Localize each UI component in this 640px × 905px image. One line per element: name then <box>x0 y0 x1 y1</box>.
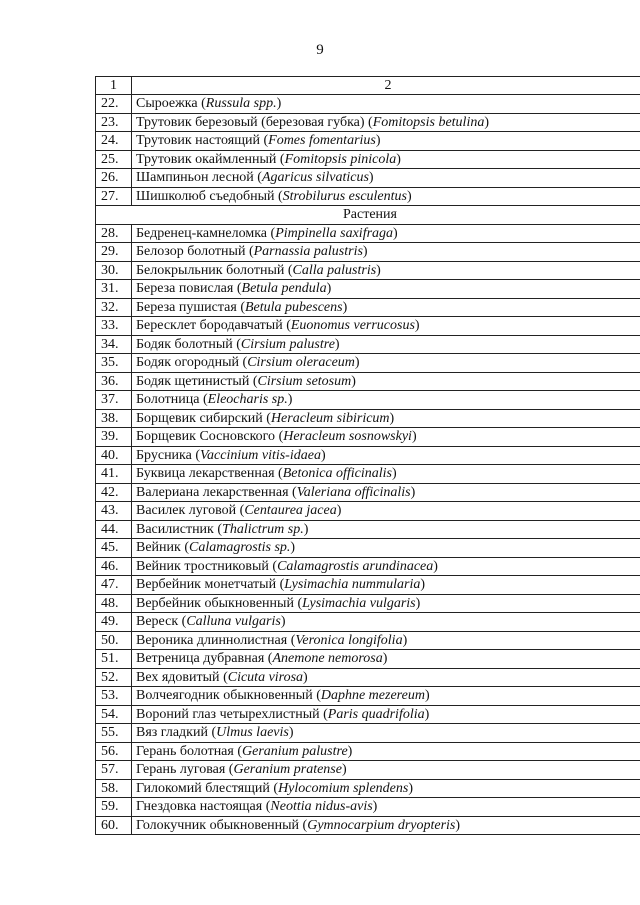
species-name-cell: Вероника длиннолистная (Veronica longifolia) <box>132 631 640 650</box>
table-row <box>96 95 640 114</box>
species-name-cell: Бедренец-камнеломка (Pimpinella saxifraga) <box>132 224 640 243</box>
latin-name: Betula pubescens <box>244 299 343 315</box>
row-number: 31. <box>96 280 132 299</box>
row-number: 33. <box>96 317 132 336</box>
latin-name: Calamagrostis sp. <box>189 540 291 556</box>
common-name: Голокучник обыкновенный <box>136 817 300 833</box>
common-name: Береза повислая <box>136 281 234 297</box>
species-name-cell: Василистник (Thalictrum sp.) <box>132 520 640 539</box>
common-name: Ветреница дубравная <box>136 651 265 667</box>
row-number: 60. <box>96 816 132 835</box>
latin-name: Calluna vulgaris <box>186 614 281 630</box>
species-name-cell: Шампиньон лесной (Agaricus silvaticus) <box>132 169 640 188</box>
common-name: Бодяк болотный <box>136 336 233 352</box>
row-number: 30. <box>96 261 132 280</box>
latin-name: Cirsium palustre <box>240 336 335 352</box>
common-name: Волчеягодник обыкновенный <box>136 688 313 704</box>
species-name-cell: Брусника (Vaccinium vitis-idaea) <box>132 446 640 465</box>
species-name-cell: Голокучник обыкновенный (Gymnocarpium dryopteris) <box>132 816 640 835</box>
common-name: Вороний глаз четырехлистный <box>136 706 320 722</box>
table-row <box>96 335 640 354</box>
table-row <box>96 261 640 280</box>
table-row <box>96 298 640 317</box>
latin-name: Strobilurus esculentus <box>282 188 407 204</box>
table-row <box>96 169 640 188</box>
species-name-cell: Гилокомий блестящий (Hylocomium splendens) <box>132 779 640 798</box>
table-row <box>96 132 640 151</box>
row-number: 39. <box>96 428 132 447</box>
latin-name: Veronica longifolia <box>295 632 403 648</box>
section-row <box>96 206 640 225</box>
row-number: 51. <box>96 650 132 669</box>
species-name-cell: Волчеягодник обыкновенный (Daphne mezereum) <box>132 687 640 706</box>
species-name-cell: Береза повислая (Betula pendula) <box>132 280 640 299</box>
row-number: 34. <box>96 335 132 354</box>
row-number: 27. <box>96 187 132 206</box>
species-name-cell: Вейник (Calamagrostis sp.) <box>132 539 640 558</box>
species-name-cell: Гнездовка настоящая (Neottia nidus-avis) <box>132 798 640 817</box>
species-name-cell: Валериана лекарственная (Valeriana officinalis) <box>132 483 640 502</box>
species-name-cell: Бодяк огородный (Cirsium oleraceum) <box>132 354 640 373</box>
row-number: 52. <box>96 668 132 687</box>
species-name-cell: Трутовик настоящий (Fomes fomentarius) <box>132 132 640 151</box>
table-row <box>96 483 640 502</box>
latin-name: Lysimachia nummularia <box>284 577 421 593</box>
common-name: Трутовик настоящий <box>136 133 260 149</box>
row-number: 56. <box>96 742 132 761</box>
table-row <box>96 187 640 206</box>
table-row <box>96 576 640 595</box>
table-row <box>96 465 640 484</box>
row-number: 45. <box>96 539 132 558</box>
row-number: 53. <box>96 687 132 706</box>
table-header-row <box>96 77 640 95</box>
table-row <box>96 280 640 299</box>
common-name: Трутовик березовый (березовая губка) <box>136 114 365 130</box>
latin-name: Fomitopsis betulina <box>372 114 485 130</box>
species-name-cell: Бодяк болотный (Cirsium palustre) <box>132 335 640 354</box>
latin-name: Heracleum sosnowskyi <box>283 429 412 445</box>
common-name: Болотница <box>136 392 200 408</box>
row-number: 57. <box>96 761 132 780</box>
row-number: 37. <box>96 391 132 410</box>
table-row <box>96 113 640 132</box>
table-row <box>96 594 640 613</box>
table-row <box>96 668 640 687</box>
latin-name: Ulmus laevis <box>216 725 289 741</box>
table-row <box>96 557 640 576</box>
row-number: 54. <box>96 705 132 724</box>
common-name: Вереск <box>136 614 179 630</box>
common-name: Валериана лекарственная <box>136 484 289 500</box>
latin-name: Anemone nemorosa <box>272 651 383 667</box>
table-row <box>96 372 640 391</box>
species-name-cell: Борщевик Сосновского (Heracleum sosnowskyi) <box>132 428 640 447</box>
species-name-cell: Бодяк щетинистый (Cirsium setosum) <box>132 372 640 391</box>
latin-name: Heracleum sibiricum <box>270 410 390 426</box>
latin-name: Fomitopsis pinicola <box>284 151 397 167</box>
common-name: Береза пушистая <box>136 299 237 315</box>
table-row <box>96 354 640 373</box>
common-name: Василистник <box>136 521 214 537</box>
species-name-cell: Бересклет бородавчатый (Euonomus verrucosus) <box>132 317 640 336</box>
common-name: Василек луговой <box>136 503 237 519</box>
row-number: 38. <box>96 409 132 428</box>
latin-name: Hylocomium splendens <box>278 780 409 796</box>
common-name: Вейник тростниковый <box>136 558 269 574</box>
row-number: 35. <box>96 354 132 373</box>
latin-name: Gymnocarpium dryopteris <box>307 817 456 833</box>
latin-name: Fomes fomentarius <box>268 133 376 149</box>
latin-name: Cicuta virosa <box>227 669 304 685</box>
common-name: Вероника длиннолистная <box>136 632 288 648</box>
table-row <box>96 705 640 724</box>
common-name: Сыроежка <box>136 96 198 112</box>
row-number: 58. <box>96 779 132 798</box>
common-name: Бедренец-камнеломка <box>136 225 268 241</box>
section-title: Растения <box>96 206 640 225</box>
table-row <box>96 150 640 169</box>
species-name-cell: Белозор болотный (Parnassia palustris) <box>132 243 640 262</box>
table-row <box>96 687 640 706</box>
table-row <box>96 798 640 817</box>
latin-name: Vaccinium vitis-idaea <box>200 447 321 463</box>
species-table <box>95 76 640 835</box>
row-number: 28. <box>96 224 132 243</box>
common-name: Вяз гладкий <box>136 725 208 741</box>
table-row <box>96 724 640 743</box>
species-name-cell: Ветреница дубравная (Anemone nemorosa) <box>132 650 640 669</box>
species-name-cell: Болотница (Eleocharis sp.) <box>132 391 640 410</box>
species-name-cell: Борщевик сибирский (Heracleum sibiricum) <box>132 409 640 428</box>
row-number: 48. <box>96 594 132 613</box>
species-name-cell: Герань болотная (Geranium palustre) <box>132 742 640 761</box>
page-number: 9 <box>316 42 324 58</box>
common-name: Вейник <box>136 540 181 556</box>
table-row <box>96 613 640 632</box>
table-row <box>96 650 640 669</box>
row-number: 55. <box>96 724 132 743</box>
table-row <box>96 502 640 521</box>
row-number: 44. <box>96 520 132 539</box>
common-name: Шампиньон лесной <box>136 170 254 186</box>
row-number: 50. <box>96 631 132 650</box>
species-name-cell: Шишколюб съедобный (Strobilurus esculentus) <box>132 187 640 206</box>
species-name-cell: Вяз гладкий (Ulmus laevis) <box>132 724 640 743</box>
common-name: Белокрыльник болотный <box>136 262 285 278</box>
common-name: Шишколюб съедобный <box>136 188 275 204</box>
row-number: 25. <box>96 150 132 169</box>
common-name: Бересклет бородавчатый <box>136 318 283 334</box>
latin-name: Cirsium oleraceum <box>247 355 355 371</box>
common-name: Вех ядовитый <box>136 669 220 685</box>
latin-name: Russula spp. <box>205 96 277 112</box>
species-name-cell: Василек луговой (Centaurea jacea) <box>132 502 640 521</box>
row-number: 46. <box>96 557 132 576</box>
table-row <box>96 243 640 262</box>
common-name: Борщевик сибирский <box>136 410 263 426</box>
species-name-cell: Вороний глаз четырехлистный (Paris quadrifolia) <box>132 705 640 724</box>
table-row <box>96 816 640 835</box>
table-row <box>96 409 640 428</box>
table-row <box>96 428 640 447</box>
latin-name: Geranium palustre <box>242 743 348 759</box>
table-row <box>96 520 640 539</box>
common-name: Вербейник монетчатый <box>136 577 277 593</box>
latin-name: Lysimachia vulgaris <box>302 595 416 611</box>
table-row <box>96 391 640 410</box>
latin-name: Calla palustris <box>292 262 377 278</box>
row-number: 49. <box>96 613 132 632</box>
row-number: 47. <box>96 576 132 595</box>
table-row <box>96 742 640 761</box>
common-name: Герань болотная <box>136 743 234 759</box>
latin-name: Geranium pratense <box>233 762 342 778</box>
latin-name: Eleocharis sp. <box>207 392 288 408</box>
row-number: 43. <box>96 502 132 521</box>
row-number: 29. <box>96 243 132 262</box>
species-name-cell: Вейник тростниковый (Calamagrostis arundinacea) <box>132 557 640 576</box>
species-name-cell: Береза пушистая (Betula pubescens) <box>132 298 640 317</box>
latin-name: Thalictrum sp. <box>222 521 304 537</box>
row-number: 24. <box>96 132 132 151</box>
species-name-cell: Герань луговая (Geranium pratense) <box>132 761 640 780</box>
species-name-cell: Трутовик окаймленный (Fomitopsis pinicola) <box>132 150 640 169</box>
row-number: 36. <box>96 372 132 391</box>
row-number: 42. <box>96 483 132 502</box>
species-name-cell: Буквица лекарственная (Betonica officinalis) <box>132 465 640 484</box>
species-name-cell: Вербейник монетчатый (Lysimachia nummularia) <box>132 576 640 595</box>
common-name: Борщевик Сосновского <box>136 429 276 445</box>
latin-name: Betula pendula <box>241 281 327 297</box>
common-name: Бодяк щетинистый <box>136 373 250 389</box>
common-name: Трутовик окаймленный <box>136 151 277 167</box>
latin-name: Euonomus verrucosus <box>290 318 415 334</box>
table-row <box>96 539 640 558</box>
latin-name: Cirsium setosum <box>257 373 352 389</box>
common-name: Белозор болотный <box>136 244 246 260</box>
row-number: 40. <box>96 446 132 465</box>
row-number: 59. <box>96 798 132 817</box>
row-number: 32. <box>96 298 132 317</box>
species-name-cell: Вех ядовитый (Cicuta virosa) <box>132 668 640 687</box>
column-header-number: 1 <box>96 77 132 95</box>
row-number: 41. <box>96 465 132 484</box>
common-name: Гнездовка настоящая <box>136 799 263 815</box>
latin-name: Calamagrostis arundinacea <box>277 558 434 574</box>
species-table-body <box>96 77 640 835</box>
latin-name: Daphne mezereum <box>320 688 425 704</box>
table-row <box>96 317 640 336</box>
table-row <box>96 224 640 243</box>
table-row <box>96 446 640 465</box>
species-name-cell: Вербейник обыкновенный (Lysimachia vulgaris) <box>132 594 640 613</box>
latin-name: Parnassia palustris <box>253 244 363 260</box>
species-name-cell: Сыроежка (Russula spp.) <box>132 95 640 114</box>
species-name-cell: Вереск (Calluna vulgaris) <box>132 613 640 632</box>
latin-name: Paris quadrifolia <box>327 706 425 722</box>
common-name: Герань луговая <box>136 762 226 778</box>
row-number: 26. <box>96 169 132 188</box>
common-name: Бодяк огородный <box>136 355 240 371</box>
latin-name: Valeriana officinalis <box>296 484 411 500</box>
table-row <box>96 631 640 650</box>
latin-name: Neottia nidus-avis <box>270 799 373 815</box>
table-row <box>96 779 640 798</box>
latin-name: Betonica officinalis <box>282 466 392 482</box>
common-name: Гилокомий блестящий <box>136 780 270 796</box>
column-header-name: 2 <box>132 77 640 95</box>
species-name-cell: Трутовик березовый (березовая губка) (Fomitopsis betulina) <box>132 113 640 132</box>
table-row <box>96 761 640 780</box>
species-name-cell: Белокрыльник болотный (Calla palustris) <box>132 261 640 280</box>
latin-name: Centaurea jacea <box>244 503 337 519</box>
latin-name: Pimpinella saxifraga <box>275 225 394 241</box>
common-name: Брусника <box>136 447 192 463</box>
row-number: 22. <box>96 95 132 114</box>
row-number: 23. <box>96 113 132 132</box>
common-name: Буквица лекарственная <box>136 466 275 482</box>
common-name: Вербейник обыкновенный <box>136 595 294 611</box>
latin-name: Agaricus silvaticus <box>261 170 369 186</box>
